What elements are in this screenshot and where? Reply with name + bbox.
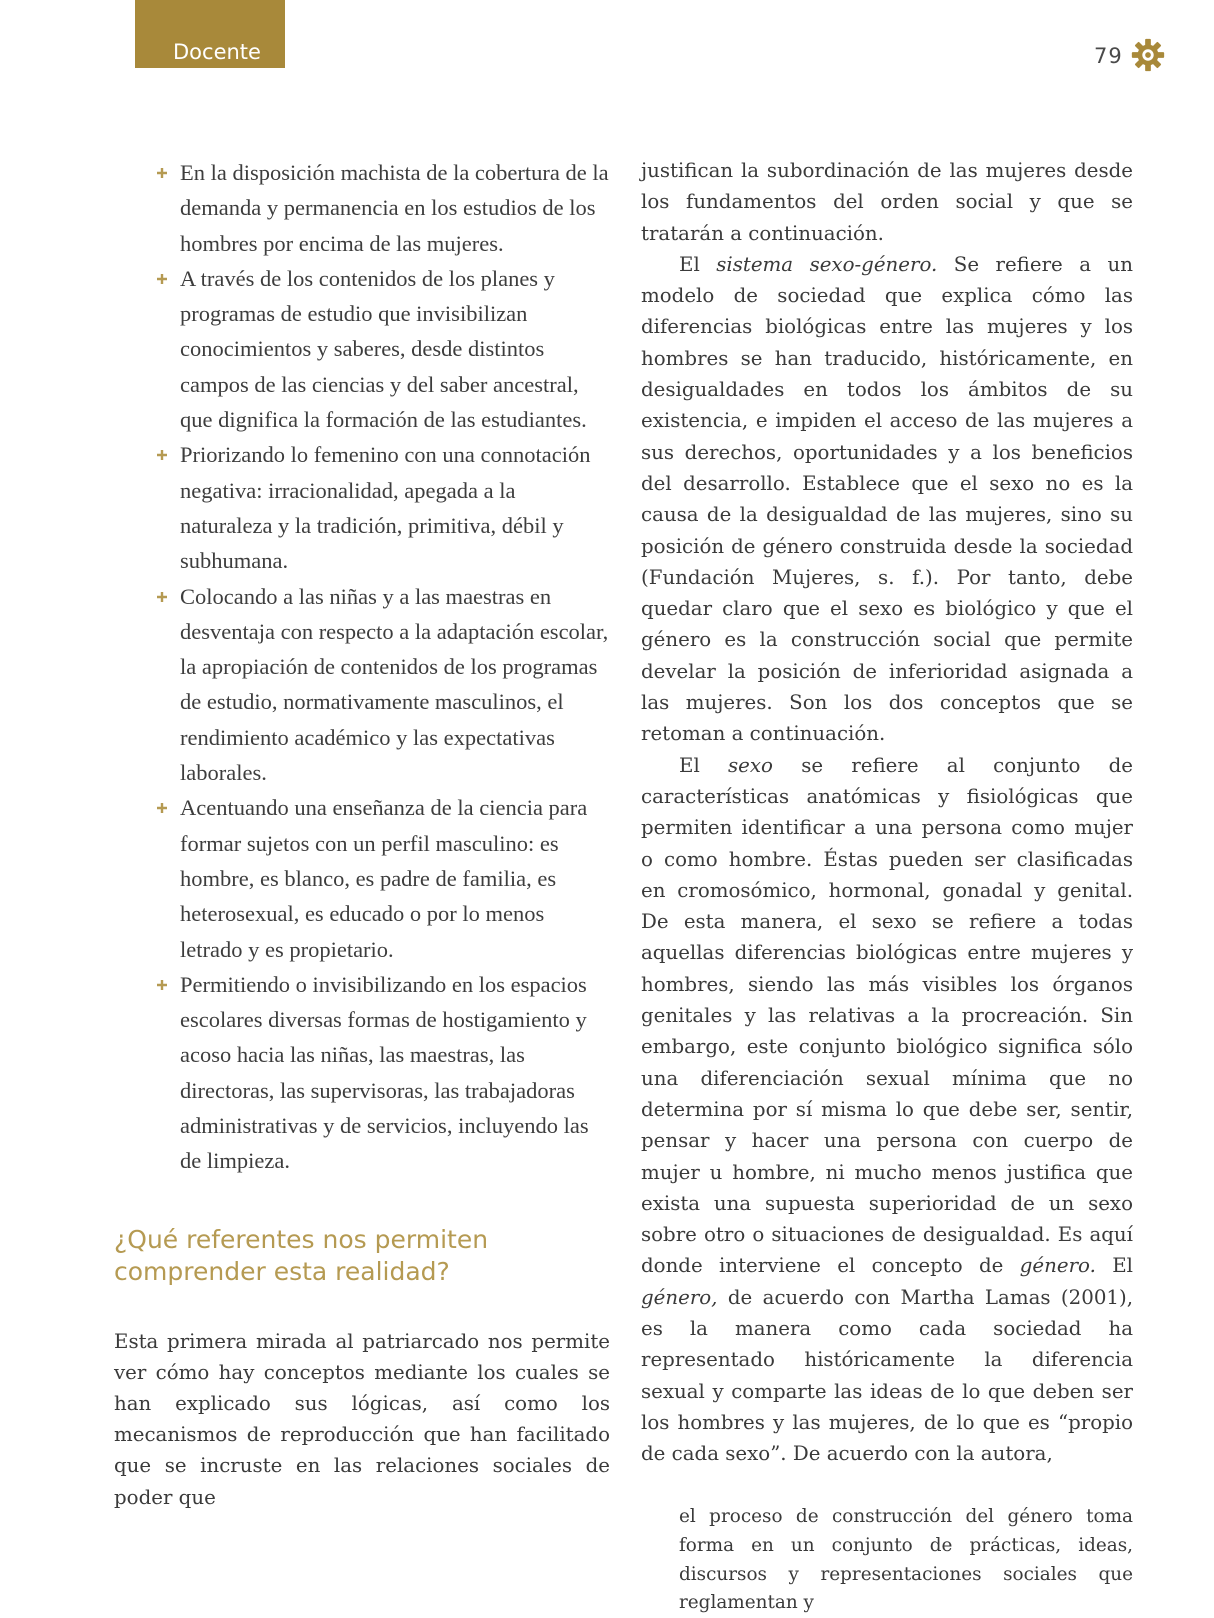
paragraph-text: El	[1095, 1254, 1133, 1278]
term-sexo: sexo	[728, 753, 773, 777]
paragraph-text: se refiere al conjunto de características anatómicas y fisiológicas que permiten identificar a una persona como mujer o como hombre. Éstas pueden ser clasificadas en cromosómico, hormonal, gonadal y genital. De esta manera, el sexo se refiere a todas aquellas diferencias biológicas entre mujeres y hombres, siendo las más visibles los órganos genitales y las relativas a la procreación. Sin embargo, este conjunto biológico significa sólo una diferenciación sexual mínima que no determina por sí misma lo que debe ser, sentir, pensar y hacer una persona con cuerpo de mujer u hombre, ni mucho menos justifica que exista una supuesta superioridad de un sexo sobre otro o situaciones de desigualdad. Es aquí donde interviene el concepto de	[641, 753, 1133, 1278]
list-item-text: Acentuando una enseñanza de la ciencia para formar sujetos con un perfil masculino: es hombre, es blanco, es padre de familia, es heterosexual, es educado o por lo menos letrado y es propietario.	[180, 795, 588, 962]
plus-bullet-icon	[156, 979, 168, 991]
term-genero: género.	[1019, 1254, 1096, 1278]
sexo-genero-paragraph	[641, 249, 1133, 750]
term-genero: género,	[641, 1285, 718, 1309]
intro-paragraph: Esta primera mirada al patriarcado nos permite ver cómo hay conceptos mediante los cuales se han explicado sus lógicas, así como los mecanismos de reproducción que han facilitado que se incruste en las relaciones sociales de poder que	[114, 1329, 610, 1509]
list-item	[180, 579, 610, 791]
plus-bullet-icon	[156, 591, 168, 603]
continuation-paragraph: justifican la subordinación de las mujeres desde los fundamentos del orden social y que se tratarán a continuación.	[641, 159, 1133, 245]
list-item	[180, 261, 610, 437]
plus-bullet-icon	[156, 167, 168, 179]
plus-bullet-icon	[156, 273, 168, 285]
paragraph-text: de acuerdo con Martha Lamas (2001), es la manera como cada sociedad ha representado históricamente la diferencia sexual y comparte las ideas de lo que deben ser los hombres y las mujeres, de lo que es “propio de cada sexo”. De acuerdo con la autora,	[641, 1285, 1133, 1466]
sexo-paragraph	[641, 750, 1133, 1470]
plus-bullet-icon	[156, 449, 168, 461]
paragraph-text: Se refiere a un modelo de sociedad que explica cómo las diferencias biológicas entre las mujeres y los hombres se han traducido, históricamente, en desigualdades en todos los ámbitos de su existencia, e impiden el acceso de las mujeres a sus derechos, oportunidades y a los beneficios del desarrollo. Establece que el sexo no es la causa de la desigualdad de las mujeres, sino su posición de género construida desde la sociedad (Fundación Mujeres, s. f.). Por tanto, debe quedar claro que el sexo es biológico y que el género es la construcción social que permite develar la posición de inferioridad asignada a las mujeres. Son los dos conceptos que se retoman a continuación.	[641, 252, 1133, 746]
gear-emblem-icon	[1129, 36, 1167, 74]
list-item	[180, 155, 610, 261]
list-item	[180, 967, 610, 1179]
list-item-text: En la disposición machista de la cobertura de la demanda y permanencia en los estudios de los hombres por encima de las mujeres.	[180, 160, 609, 256]
left-column	[114, 155, 610, 1513]
paragraph-text: El	[679, 252, 717, 276]
list-item-text: Permitiendo o invisibilizando en los espacios escolares diversas formas de hostigamiento y acoso hacia las niñas, las maestras, las directoras, las supervisoras, las trabajadoras administrativas y de servicios, incluyendo las de limpieza.	[180, 971, 589, 1174]
list-item-text: Colocando a las niñas y a las maestras en desventaja con respecto a la adaptación escolar, la apropiación de contenidos de los programas de estudio, normativamente masculinos, el rendimiento académico y las expectativas laborales.	[180, 583, 609, 786]
list-item-text: Priorizando lo femenino con una connotación negativa: irracionalidad, apegada a la naturaleza y la tradición, primitiva, débil y subhumana.	[180, 442, 591, 574]
right-column	[641, 155, 1133, 1618]
list-item	[180, 790, 610, 966]
page-number: 79	[1094, 44, 1123, 68]
plus-bullet-icon	[156, 802, 168, 814]
block-quote: el proceso de construcción del género toma forma en un conjunto de prácticas, ideas, discursos y representaciones sociales que reglamentan y	[679, 1506, 1133, 1614]
term-sistema-sexo-genero: sistema sexo-género.	[716, 252, 938, 276]
list-item	[180, 437, 610, 578]
list-item-text: A través de los contenidos de los planes y programas de estudio que invisibilizan conocimientos y saberes, desde distintos campos de las ciencias y del saber ancestral, que dignifica la formación de las estudiantes.	[180, 265, 587, 433]
section-tab-label: Docente	[173, 40, 261, 64]
section-tab	[135, 0, 285, 68]
bullet-list	[114, 155, 610, 1179]
paragraph-text: El	[679, 753, 729, 777]
section-heading: ¿Qué referentes nos permiten comprender esta realidad?	[114, 1224, 489, 1286]
